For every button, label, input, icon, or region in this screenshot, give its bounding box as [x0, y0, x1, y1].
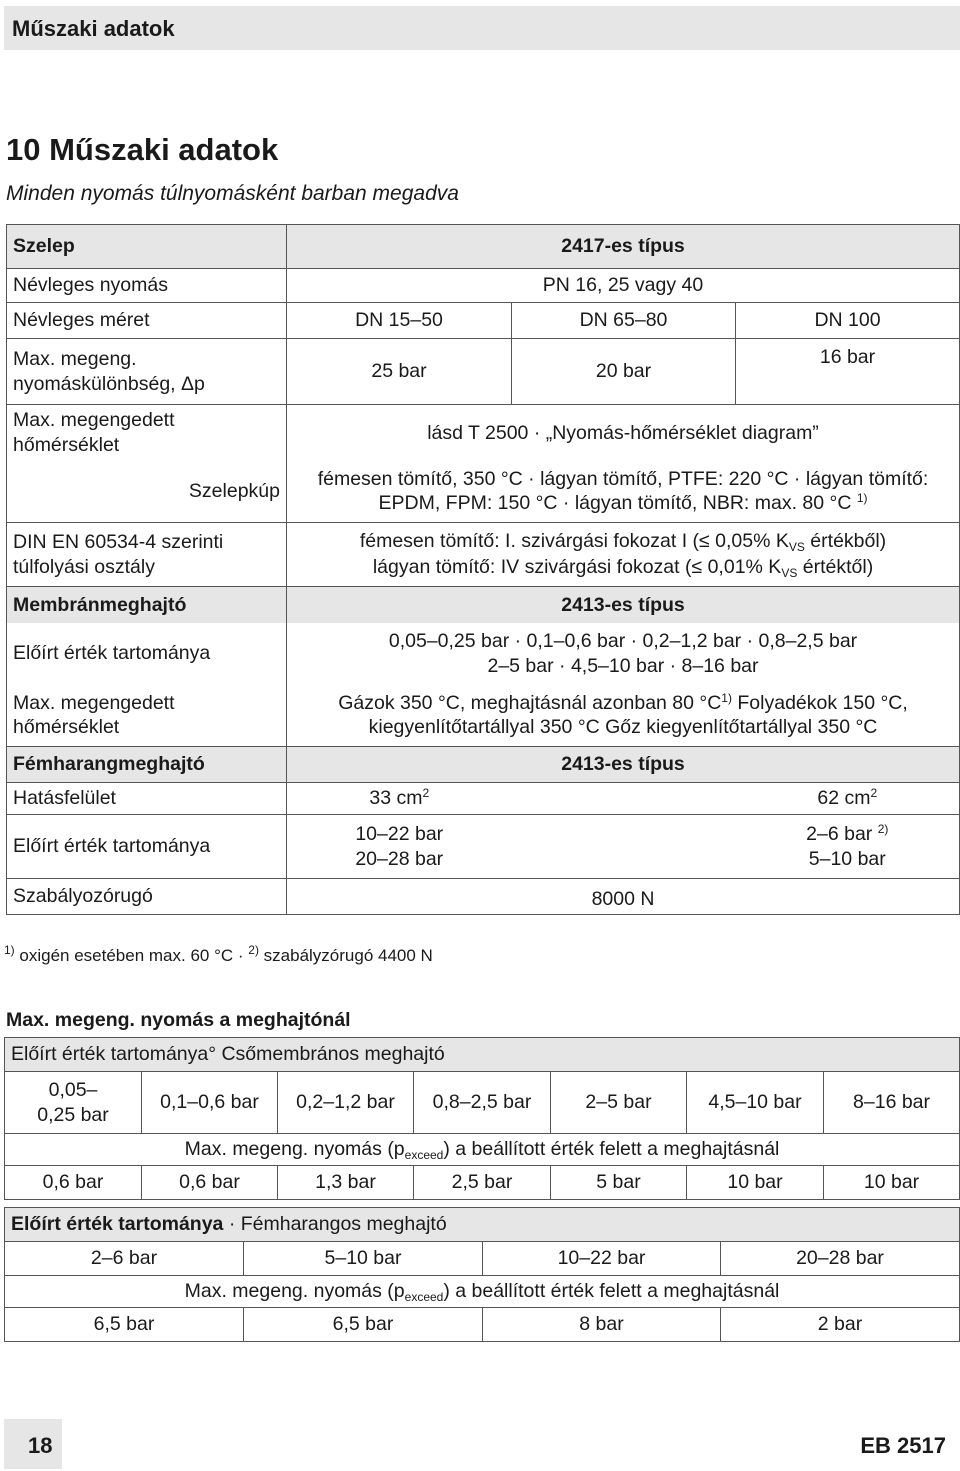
table-row	[7, 623, 960, 685]
table-row	[7, 523, 960, 587]
hatas-cell: 62 $cm^2$	[736, 783, 960, 815]
table2-note: Max. megeng. nyomás $(p_{exceed})$ a beállított érték felett a meghajtásnál	[5, 1134, 960, 1166]
value-cell: 6,5 bar	[244, 1308, 483, 1342]
fem-label: Fémharangmeghajtó	[7, 747, 287, 783]
fem-type: 2413-es típus	[287, 747, 960, 783]
membran-range: 0,05–0,25 bar · 0,1–0,6 bar · 0,2–1,2 bar · 0,8–2,5 bar 2–5 bar · 4,5–10 bar · 8–16 bar	[287, 623, 960, 685]
table-row	[5, 1276, 960, 1308]
szelep-type: 2417-es típus	[287, 225, 960, 269]
membran-type: 2413-es típus	[287, 587, 960, 623]
szelepkup-label: Szelepkúp	[7, 461, 287, 523]
range-cell: 0,05– 0,25 bar	[5, 1072, 142, 1134]
table-row	[5, 1308, 960, 1342]
table-row	[7, 303, 960, 339]
szelepkup-value: fémesen tömítő, 350 °C · lágyan tömítő, PTFE: 220 °C · lágyan tömítő: EPDM, FPM: 150 °C · lágyan tömítő, NBR: max. 80 °C $^{1)}$	[287, 461, 960, 523]
table-row	[5, 1072, 960, 1134]
range-cell: 0,1–0,6 bar	[142, 1072, 278, 1134]
value-cell: 8 bar	[483, 1308, 721, 1342]
hatas-cell: 33 $cm^2$	[287, 783, 512, 815]
value-cell: 1,3 bar	[278, 1166, 414, 1200]
table3-header: Előírt érték tartománya · Fémharangos meghajtó	[5, 1208, 960, 1242]
value-cell: 5 bar	[551, 1166, 687, 1200]
section-title: 10 Műszaki adatok	[6, 132, 279, 167]
size-cell: DN 65–80	[512, 303, 736, 339]
dp-cell: 20 bar	[512, 339, 736, 405]
max-dp-label: Max. megeng. nyomáskülönbség, Δp	[7, 339, 287, 405]
header-title: Műszaki adatok	[12, 16, 175, 41]
temp2-value: Gázok 350 °C, meghajtásnál azonban 80 $^\circ C^{1)}$ Folyadékok 150 °C, kiegyenlítőtartállyal 350 °C Gőz kiegyenlítőtartállyal 350 °C	[287, 685, 960, 747]
table-row	[7, 269, 960, 303]
header-band	[4, 6, 960, 50]
footnote: $^{1)}$ oxigén esetében max. 60 °C · $^{2)}$ szabályzórugó 4400 N	[4, 943, 433, 965]
value-cell: 10 bar	[687, 1166, 824, 1200]
table-row	[5, 1134, 960, 1166]
range-cell: 0,8–2,5 bar	[414, 1072, 551, 1134]
page-number: 18	[28, 1433, 53, 1458]
nevleges-nyomas-label: Névleges nyomás	[7, 269, 287, 303]
range-cell: 2–6 bar	[5, 1242, 244, 1276]
value-cell: 0,6 bar	[142, 1166, 278, 1200]
table-row	[5, 1166, 960, 1200]
hatas-label: Hatásfelület	[7, 783, 287, 815]
table3-note: Max. megeng. nyomás $(p_{exceed})$ a beállított érték felett a meghajtásnál	[5, 1276, 960, 1308]
table-row	[7, 879, 960, 915]
value-cell: 0,6 bar	[5, 1166, 142, 1200]
value-cell: 10 bar	[824, 1166, 960, 1200]
table-row	[5, 1208, 960, 1242]
table-row	[7, 783, 960, 815]
nevleges-nyomas-value: PN 16, 25 vagy 40	[287, 269, 960, 303]
dp-cell: 25 bar	[287, 339, 512, 405]
table-row	[7, 225, 960, 269]
value-cell: 2 bar	[721, 1308, 960, 1342]
value-cell: 6,5 bar	[5, 1308, 244, 1342]
nevleges-meret-label: Névleges méret	[7, 303, 287, 339]
max-temp-label: Max. megengedett hőmérséklet	[7, 405, 287, 461]
max-temp-value: lásd T 2500 · „Nyomás-hőmérséklet diagram”	[287, 405, 960, 461]
page-number-box	[4, 1419, 62, 1469]
value-cell: 2,5 bar	[414, 1166, 551, 1200]
metal-bellows-table	[4, 1207, 960, 1342]
din-label: DIN EN 60534-4 szerinti túlfolyási osztály	[7, 523, 287, 587]
section-subtitle: Minden nyomás túlnyomásként barban megadva	[6, 182, 459, 205]
size-cell: DN 15–50	[287, 303, 512, 339]
table-row	[7, 405, 960, 461]
szelep-label: Szelep	[7, 225, 287, 269]
rugo-value: 8000 N	[287, 879, 960, 915]
table-row	[7, 685, 960, 747]
range-cell: 0,2–1,2 bar	[278, 1072, 414, 1134]
table-row	[7, 587, 960, 623]
table2-header: Előírt érték tartománya° Csőmembrános meghajtó	[5, 1038, 960, 1072]
max-temp2-label: Max. megengedett hőmérséklet	[7, 685, 287, 747]
table-row	[7, 339, 960, 405]
size-cell: DN 100	[736, 303, 960, 339]
range-cell: 10–22 bar	[483, 1242, 721, 1276]
technical-data-table	[6, 224, 960, 915]
din-value: fémesen tömítő: I. szivárgási fokozat I (≤ 0,05% $K_{VS}$ értékből) lágyan tömítő: IV szivárgási fokozat (≤ 0,01% $K_{VS}$ értéktől)	[287, 523, 960, 587]
rugo-label: Szabályozórugó	[7, 879, 287, 915]
membran-label: Membránmeghajtó	[7, 587, 287, 623]
range-cell: 8–16 bar	[824, 1072, 960, 1134]
range-cell: 20–28 bar	[721, 1242, 960, 1276]
table-row	[7, 815, 960, 879]
table-row	[7, 461, 960, 523]
eloirt-label: Előírt érték tartománya	[7, 623, 287, 685]
range-cell: 5–10 bar	[244, 1242, 483, 1276]
membrane-actuator-table	[4, 1037, 960, 1200]
table-row	[5, 1038, 960, 1072]
document-id: EB 2517	[860, 1433, 946, 1458]
range-cell: 4,5–10 bar	[687, 1072, 824, 1134]
dp-cell: 16 bar	[736, 339, 960, 405]
range-cell: 2–5 bar	[551, 1072, 687, 1134]
table-row	[5, 1242, 960, 1276]
actuator-pressure-title: Max. megeng. nyomás a meghajtónál	[6, 1009, 351, 1031]
fem-range-left: 10–22 bar 20–28 bar	[287, 815, 512, 879]
fem-range-right: 2–6 bar $^{2)}$ 5–10 bar	[736, 815, 960, 879]
table-row	[7, 747, 960, 783]
fem-eloirt-label: Előírt érték tartománya	[7, 815, 287, 879]
